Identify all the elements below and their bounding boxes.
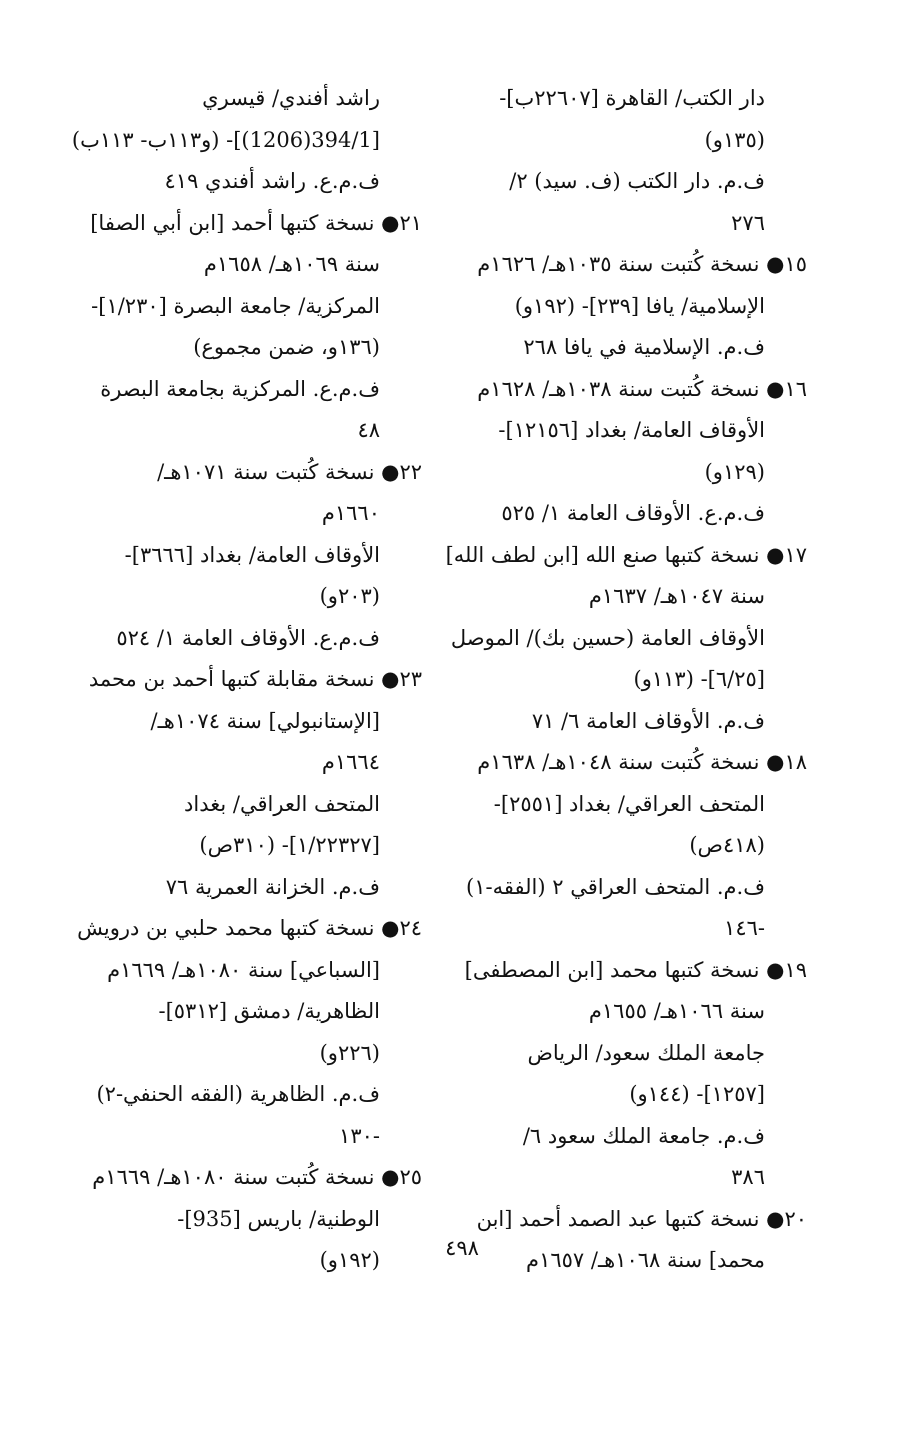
right-column-entry-heading: ١٥● نسخة كُتبت سنة ١٠٣٥هـ/ ١٦٢٦م [477, 252, 807, 276]
left-column-line: سنة ١٠٦٩هـ/ ١٦٥٨م [203, 252, 380, 276]
right-column-entry-heading: ٢٠● نسخة كتبها عبد الصمد أحمد [ابن [476, 1206, 807, 1231]
left-column-line: راشد أفندي/ قيسري [202, 86, 380, 110]
left-column-line: ف.م.ع. المركزية بجامعة البصرة [100, 376, 380, 401]
left-column-line: [394/1(1206)]- (و١١٣ب- ١١٣ب) [71, 127, 380, 152]
left-column-line: الظاهرية/ دمشق [٥٣١٢]- [158, 999, 380, 1023]
right-column-line: ٣٨٦ [731, 1165, 765, 1189]
left-column-line: ف.م.ع. راشد أفندي ٤١٩ [164, 169, 380, 193]
left-column [71, 78, 422, 1282]
right-column-entry-heading: ١٨● نسخة كُتبت سنة ١٠٤٨هـ/ ١٦٣٨م [477, 750, 807, 774]
right-column-line: سنة ١٠٦٦هـ/ ١٦٥٥م [588, 999, 765, 1023]
right-column-line: سنة ١٠٤٧هـ/ ١٦٣٧م [588, 584, 765, 608]
right-column-line: الأوقاف العامة (حسين بك)/ الموصل [450, 625, 765, 650]
left-column-line: المتحف العراقي/ بغداد [184, 791, 380, 816]
left-column-line: ف.م.ع. الأوقاف العامة ١/ ٥٢٤ [116, 625, 380, 650]
right-column-line: (١٢٩و) [704, 459, 765, 484]
left-column-line: (١٣٦و، ضمن مجموع) [193, 335, 380, 359]
left-column-line: الأوقاف العامة/ بغداد [٣٦٦٦]- [124, 542, 380, 567]
left-column-line: [١/٢٢٣٢٧]- (٣١٠ص) [199, 833, 380, 857]
right-column-line: دار الكتب/ القاهرة [٢٢٦٠٧ب]- [499, 86, 765, 110]
left-column-entry-heading: ٢٥● نسخة كُتبت سنة ١٠٨٠هـ/ ١٦٦٩م [92, 1165, 422, 1189]
right-column-line: ف.م. جامعة الملك سعود ٦/ [522, 1123, 765, 1148]
left-column-line: (١٩٢و) [319, 1248, 380, 1272]
right-column-entry-heading: ١٩● نسخة كتبها محمد [ابن المصطفى] [464, 957, 807, 982]
left-column-line: الوطنية/ باريس [935]- [177, 1206, 380, 1231]
right-column-line: ف.م. دار الكتب (ف. سيد) ٢/ [509, 169, 765, 193]
right-column-line: [١٢٥٧]- (١٤٤و) [629, 1082, 765, 1106]
left-column-entry-heading: ٢٢● نسخة كُتبت سنة ١٠٧١هـ/ [157, 459, 422, 484]
right-column-line: ف.م. الأوقاف العامة ٦/ ٧١ [531, 708, 765, 733]
right-column-line: ف.م. المتحف العراقي ٢ (الفقه-١) [466, 874, 765, 899]
right-column-line: الأوقاف العامة/ بغداد [١٢١٥٦]- [498, 418, 765, 442]
right-column-line: (٤١٨ص) [689, 833, 765, 857]
left-column-line: ١٦٦٠م [321, 501, 380, 525]
left-column-line: ف.م. الخزانة العمرية ٧٦ [165, 874, 380, 899]
left-column-line: ف.م. الظاهرية (الفقه الحنفي-٢) [96, 1082, 380, 1106]
right-column-line: ف.م. الإسلامية في يافا ٢٦٨ [523, 335, 765, 359]
left-column-line: ٤٨ [357, 418, 380, 442]
right-column-line: (١٣٥و) [704, 127, 765, 152]
right-column-line: جامعة الملك سعود/ الرياض [527, 1040, 765, 1065]
right-column-entry-heading: ١٦● نسخة كُتبت سنة ١٠٣٨هـ/ ١٦٢٨م [477, 376, 807, 401]
right-column-line: ف.م.ع. الأوقاف العامة ١/ ٥٢٥ [501, 501, 765, 525]
left-column-line: (٢٠٣و) [319, 584, 380, 608]
left-column-line: المركزية/ جامعة البصرة [١/٢٣٠]- [91, 293, 380, 318]
left-column-entry-heading: ٢١● نسخة كتبها أحمد [ابن أبي الصفا] [90, 210, 422, 235]
left-column-line: (٢٢٦و) [319, 1040, 380, 1065]
right-column-entry-heading: ١٧● نسخة كتبها صنع الله [ابن لطف الله] [445, 542, 807, 567]
right-column-line: -١٤٦ [724, 916, 765, 940]
right-column-line: محمد] سنة ١٠٦٨هـ/ ١٦٥٧م [526, 1248, 765, 1272]
right-column [445, 78, 807, 1282]
left-column-entry-heading: ٢٣● نسخة مقابلة كتبها أحمد بن محمد [88, 667, 422, 691]
right-column-line: الإسلامية/ يافا [٢٣٩]- (١٩٢و) [514, 293, 765, 318]
right-column-line: [٦/٢٥]- (١١٣و) [633, 667, 765, 691]
left-column-line: [السباعي] سنة ١٠٨٠هـ/ ١٦٦٩م [107, 957, 380, 982]
page-number: ٤٩٨ [445, 1236, 479, 1260]
left-column-line: -١٣٠ [339, 1123, 380, 1148]
right-column-line: ٢٧٦ [731, 210, 765, 235]
left-column-entry-heading: ٢٤● نسخة كتبها محمد حلبي بن درويش [77, 916, 422, 940]
left-column-line: [الإستانبولي] سنة ١٠٧٤هـ/ [150, 708, 380, 733]
right-column-line: المتحف العراقي/ بغداد [٢٥٥١]- [493, 791, 765, 816]
left-column-line: ١٦٦٤م [321, 750, 380, 774]
